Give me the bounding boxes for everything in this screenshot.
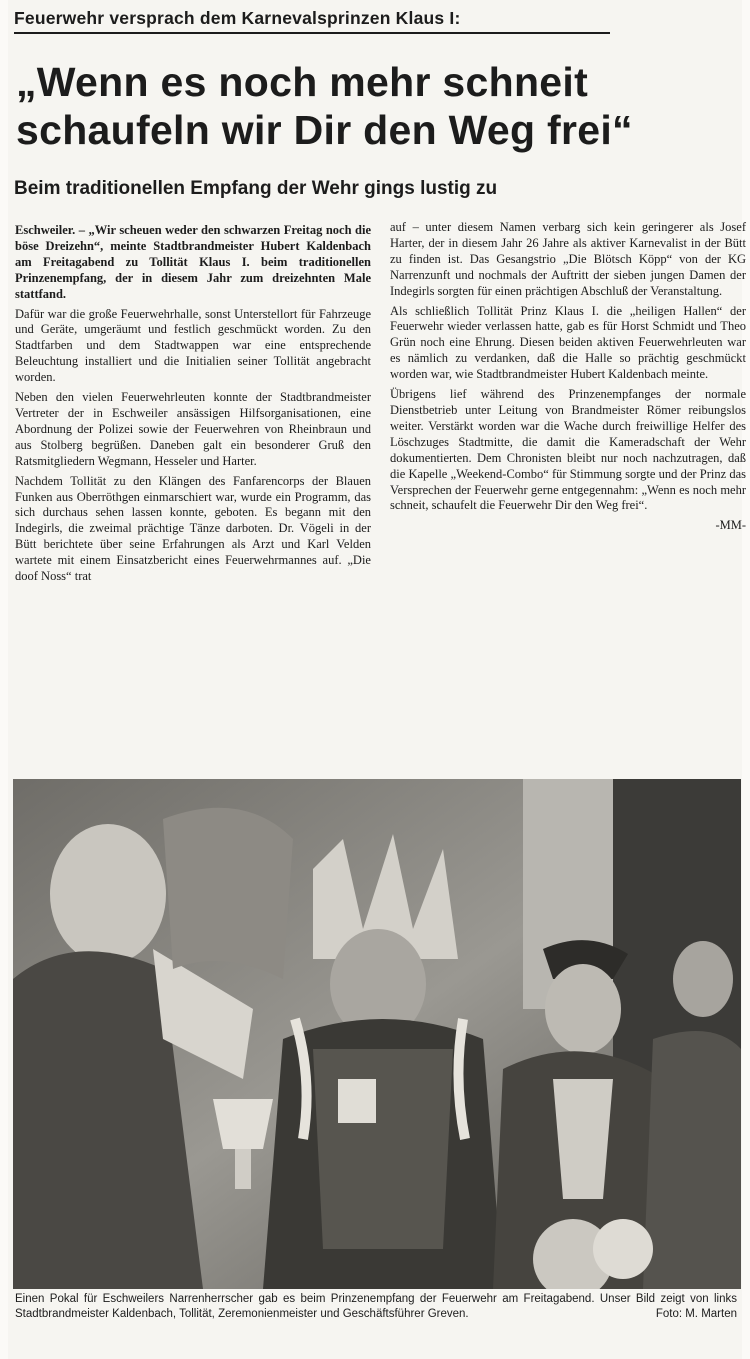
article-paragraph: Nachdem Tollität zu den Klängen des Fanfarencorps der Blauen Funken aus Oberröthgen einmarschiert war, wurde ein Programm, das sich durchaus sehen lassen konnte, geboten. Es begann mit den Indegirls, die zweimal prächtige Tänze darboten. Dr. Vögeli in der Bütt berichtete über seine Erfahrungen als Arzt und Karl Velden wartete mit einem Einsatzbericht eines Feuerwehrmannes auf. „Die doof Noss“ trat <box>15 473 371 584</box>
photo-caption-block <box>15 1292 737 1322</box>
headline-line-1: „Wenn es noch mehr schneit <box>16 59 589 105</box>
author-signature: -MM- <box>715 518 746 533</box>
article-column-left <box>15 223 371 589</box>
article-headline <box>16 58 726 154</box>
photo-illustration <box>13 779 741 1289</box>
article-column-right <box>390 220 746 534</box>
article-paragraph: Neben den vielen Feuerwehrleuten konnte der Stadtbrandmeister Vertreter der in Eschweiler ansässigen Hilfsorganisationen, eine Abordnung der Polizei sowie der Feuerwehren von Rheinbraun und aus Stolberg begrüßen. Daneben galt ein besonderer Gruß den Ratsmitgliedern Wegmann, Hesseler und Harter. <box>15 390 371 468</box>
article-kicker: Feuerwehr versprach dem Karnevalsprinzen Klaus I: <box>14 8 610 34</box>
headline-line-2: schaufeln wir Dir den Weg frei“ <box>16 107 633 153</box>
article-paragraph: Als schließlich Tollität Prinz Klaus I. die „heiligen Hallen“ der Feuerwehr wieder verlassen hatte, gab es für Horst Schmidt und Theo Grün noch eine Ehrung. Diesen beiden aktiven Feuerwehrleuten war es nämlich zu verdanken, daß die Halle so prächtig geschmückt worden war, wie Stadtbrandmeister Hubert Kaldenbach meinte. <box>390 303 746 382</box>
photo-credit: Foto: M. Marten <box>655 1308 737 1320</box>
article-paragraph: Übrigens lief während des Prinzenempfanges der normale Dienstbetrieb unter Leitung von Brandmeister Römer reibungslos weiter. Verstärkt worden war die Wache durch freiwillige Helfer des Löschzuges Stadtmitte, die damit die Kameradschaft der Wehr dokumentierten. Dem Chronisten bleibt nur noch nachzutragen, daß die Kapelle „Weekend-Combo“ für Stimmung sorgte und der Prinz das Versprechen der Feuerwehr gerne entgegennahm: „Wenn es noch mehr schneit, schaufelt die Feuerwehr Dir den Weg frei“. <box>390 387 746 513</box>
article-paragraph: auf – unter diesem Namen verbarg sich kein geringerer als Josef Harter, der in diesem Jahr 26 Jahre als aktiver Karnevalist in der Bütt zu finden ist. Das Gesangstrio „Die Blötsch Köpp“ von der KG Narrenzunft und nochmals der Auftritt der sieben jungen Damen der Indegirls sorgten für einen prächtigen Abschluß der Veranstaltung. <box>390 220 746 298</box>
article-paragraph: Dafür war die große Feuerwehrhalle, sonst Unterstellort für Fahrzeuge und Geräte, umgeräumt und festlich geschmückt worden. Zu den Stadtfarben und dem Stadtwappen war eine entsprechende Beleuchtung installiert und die Initialien seiner Tollität angebracht worden. <box>15 306 371 385</box>
article-lead-paragraph: Eschweiler. – „Wir scheuen weder den schwarzen Freitag noch die böse Dreizehn“, meinte Stadtbrandmeister Hubert Kaldenbach am Freitagabend zu Tollität Klaus I. beim traditionellen Prinzenempfang, der in diesem Jahr zum dreizehnten Male stattfand. <box>15 223 371 301</box>
article-subheadline: Beim traditionellen Empfang der Wehr gings lustig zu <box>14 178 498 199</box>
article-photo <box>13 779 741 1289</box>
photo-caption: Einen Pokal für Eschweilers Narrenherrscher gab es beim Prinzenempfang der Feuerwehr am Freitagabend. Unser Bild zeigt von links Stadtbrandmeister Kaldenbach, Tollität, Zeremonienmeister und Geschäftsführer Greven. <box>15 1293 737 1320</box>
